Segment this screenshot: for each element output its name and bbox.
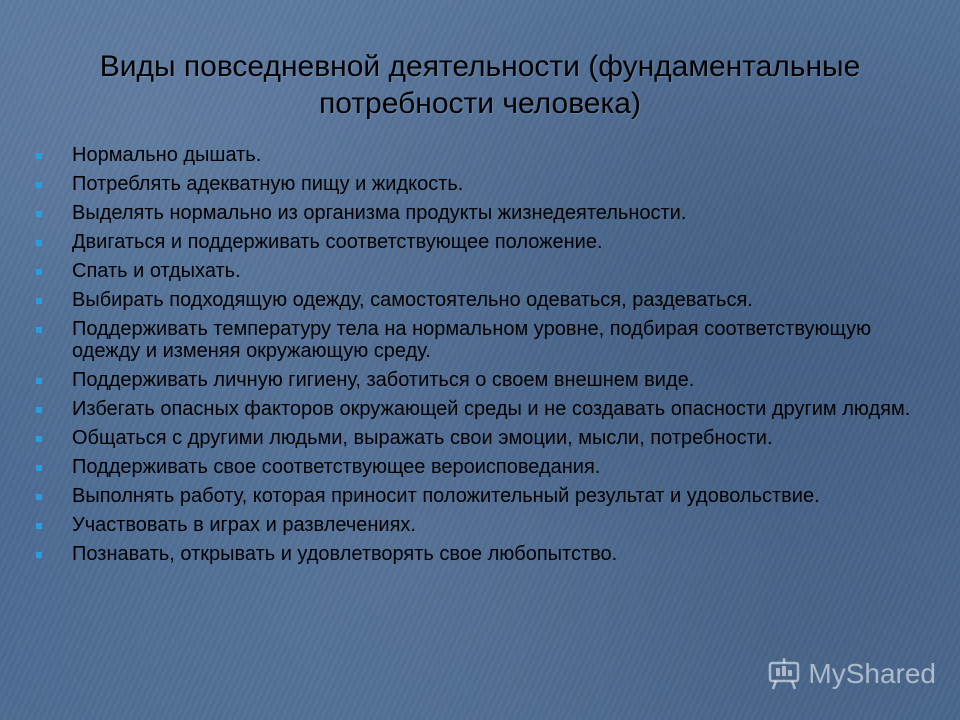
bullet-marker-icon [36, 436, 42, 442]
bullet-text: Общаться с другими людьми, выражать свои эмоции, мысли, потребности. [72, 427, 773, 449]
bullet-marker-icon [36, 153, 42, 159]
bullet-item [36, 543, 916, 565]
bullet-marker-icon [36, 494, 42, 500]
bullet-item [36, 369, 916, 391]
bullet-marker-icon [36, 298, 42, 304]
bullet-text: Потреблять адекватную пищу и жидкость. [72, 173, 464, 195]
bullet-text: Выполнять работу, которая приносит положительный результат и удовольствие. [72, 485, 820, 507]
bullet-marker-icon [36, 240, 42, 246]
bullet-item [36, 514, 916, 536]
bullet-item [36, 173, 916, 195]
bullet-marker-icon [36, 182, 42, 188]
bullet-marker-icon [36, 211, 42, 217]
slide-title: Виды повседневной деятельности (фундаментальные потребности человека) [99, 50, 861, 120]
bullet-text: Поддерживать личную гигиену, заботиться о своем внешнем виде. [72, 369, 695, 391]
presentation-board-icon [766, 656, 802, 692]
bullet-text: Выбирать подходящую одежду, самостоятельно одеваться, раздеваться. [72, 289, 753, 311]
bullet-item [36, 231, 916, 253]
bullet-item [36, 289, 916, 311]
bullet-item [36, 485, 916, 507]
bullet-item [36, 427, 916, 449]
watermark [766, 656, 936, 692]
bullet-marker-icon [36, 552, 42, 558]
bullet-marker-icon [36, 269, 42, 275]
bullet-item [36, 456, 916, 478]
bullet-marker-icon [36, 327, 42, 333]
bullet-marker-icon [36, 407, 42, 413]
bullet-item [36, 260, 916, 282]
bullet-item [36, 202, 916, 224]
watermark-text: MyShared [808, 658, 936, 689]
bullet-text: Нормально дышать. [72, 144, 262, 166]
bullet-text: Поддерживать температуру тела на нормальном уровне, подбирая соответствующую одежду и изменяя окружающую среду. [72, 318, 872, 362]
bullet-item [36, 318, 916, 362]
bullet-text: Двигаться и поддерживать соответствующее положение. [72, 231, 603, 253]
bullet-item [36, 398, 916, 420]
bullet-marker-icon [36, 465, 42, 471]
bullet-text: Поддерживать свое соответствующее вероисповедания. [72, 456, 601, 478]
bullet-list [36, 144, 916, 572]
bullet-item [36, 144, 916, 166]
bullet-text: Избегать опасных факторов окружающей среды и не создавать опасности другим людям. [72, 398, 911, 420]
bullet-marker-icon [36, 523, 42, 529]
bullet-text: Познавать, открывать и удовлетворять свое любопытство. [72, 543, 618, 565]
bullet-text: Участвовать в играх и развлечениях. [72, 514, 416, 536]
bullet-text: Спать и отдыхать. [72, 260, 241, 282]
bullet-text: Выделять нормально из организма продукты жизнедеятельности. [72, 202, 687, 224]
bullet-marker-icon [36, 378, 42, 384]
